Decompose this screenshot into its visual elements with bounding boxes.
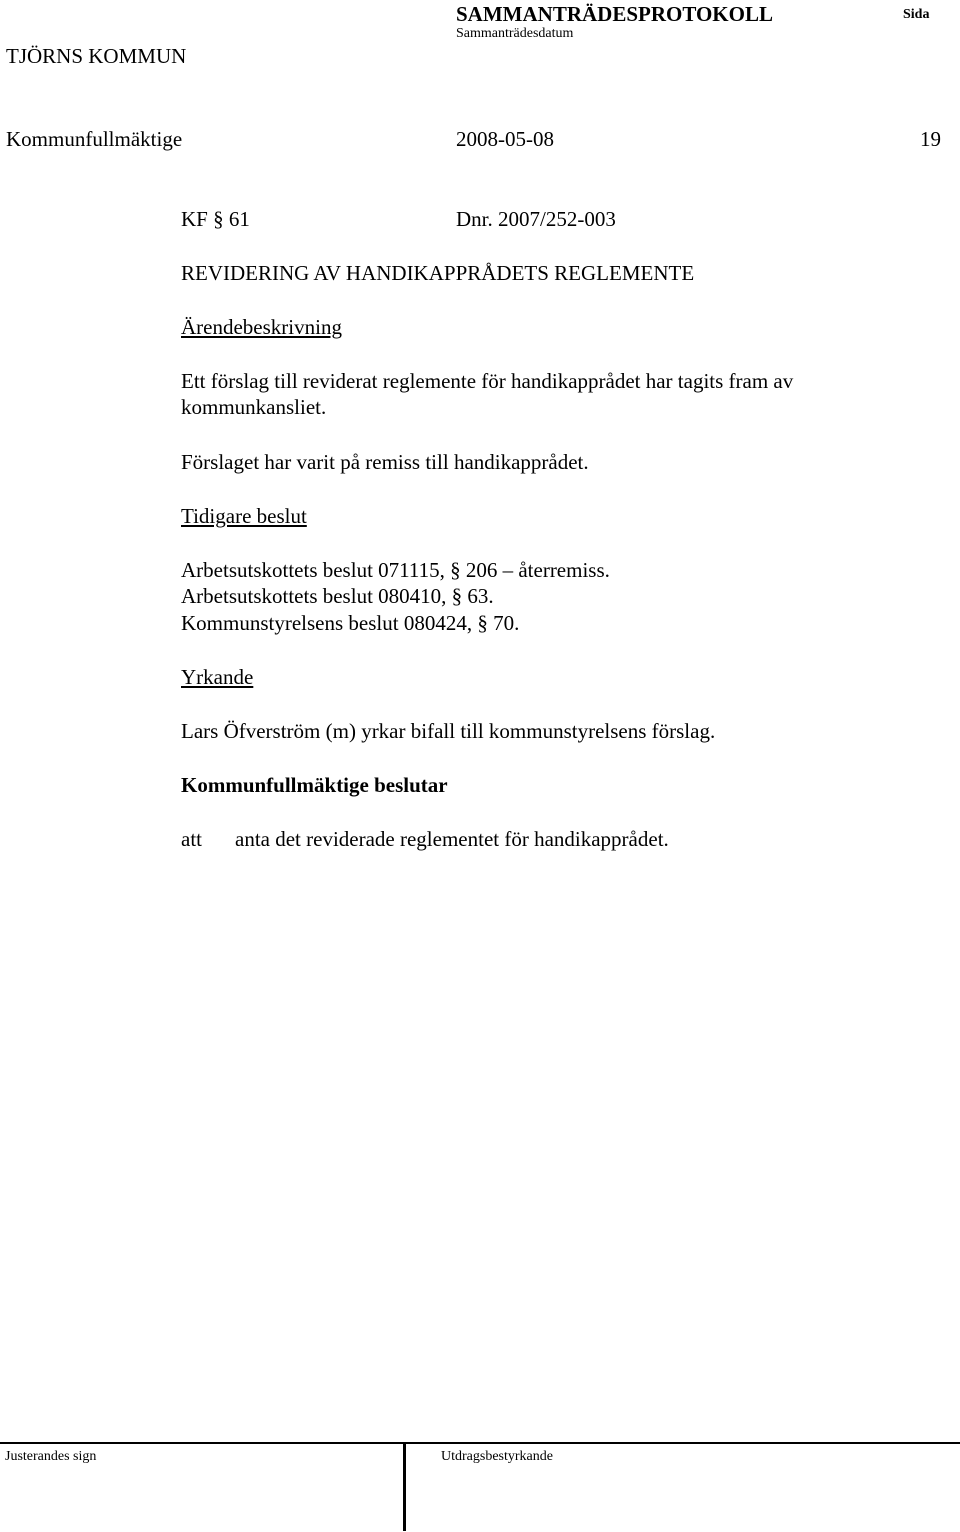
arende-text-line: Förslaget har varit på remiss till handikapprådet. [181,450,589,474]
arende-text-line: Ett förslag till reviderat reglemente för handikapprådet har tagits fram av [181,369,794,393]
footer-divider [403,1443,406,1531]
diary-number: Dnr. 2007/252-003 [456,207,616,231]
section-title-arendebeskrivning: Ärendebeskrivning [181,315,342,339]
document-title: SAMMANTRÄDESPROTOKOLL [456,2,773,26]
decision-att: att [181,827,202,851]
paragraph-reference: KF § 61 [181,207,250,231]
page-label: Sida [903,7,930,22]
footer-justerandes-sign: Justerandes sign [5,1449,97,1464]
section-title-tidigare-beslut: Tidigare beslut [181,504,307,528]
item-heading: REVIDERING AV HANDIKAPPRÅDETS REGLEMENTE [181,261,695,285]
footer-utdragsbestyrkande: Utdragsbestyrkande [441,1449,553,1464]
page-number: 19 [920,127,941,151]
yrkande-text: Lars Öfverström (m) yrkar bifall till kommunstyrelsens förslag. [181,719,716,743]
body-name: Kommunfullmäktige [6,127,183,151]
arende-text-line: kommunkansliet. [181,395,327,419]
meeting-date-label: Sammanträdesdatum [456,26,574,41]
section-title-yrkande: Yrkande [181,665,254,689]
previous-decision-item: Kommunstyrelsens beslut 080424, § 70. [181,611,520,635]
previous-decision-item: Arbetsutskottets beslut 080410, § 63. [181,584,494,608]
previous-decision-item: Arbetsutskottets beslut 071115, § 206 – återremiss. [181,558,610,582]
meeting-date: 2008-05-08 [456,127,554,151]
decision-text: anta det reviderade reglementet för handikapprådet. [235,827,669,851]
organization-name: TJÖRNS KOMMUN [6,44,187,68]
footer-rule [0,1442,960,1444]
section-title-beslutar: Kommunfullmäktige beslutar [181,773,448,797]
